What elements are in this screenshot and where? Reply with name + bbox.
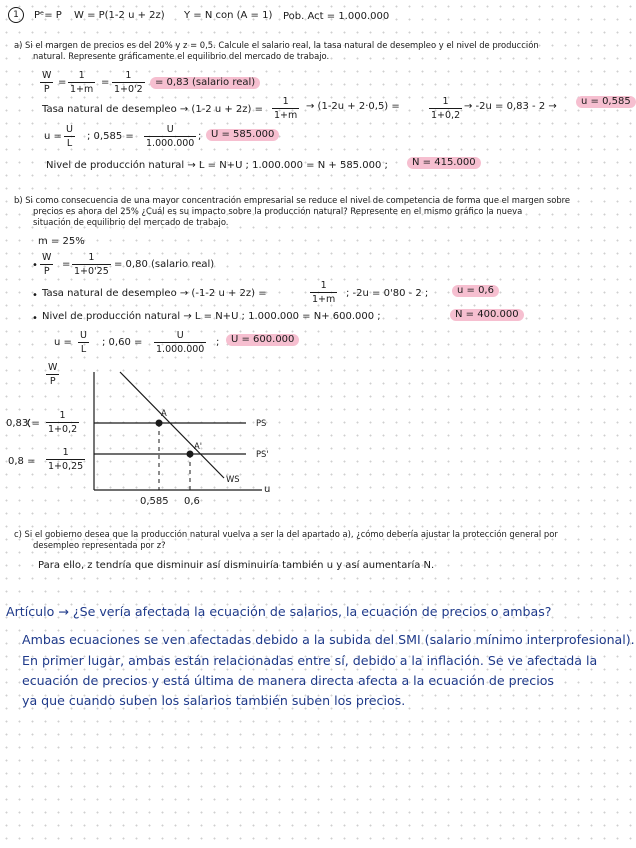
numerator: 1 [59,410,66,421]
separator: ; [198,131,202,142]
numerator: 1 [125,70,132,81]
denominator: P [49,376,56,387]
bullet: • [32,260,38,271]
denominator: 1+0'2 [114,84,143,95]
header-eq-production: Y = N con (A = 1) [184,10,273,21]
denominator: 1.000.000 [156,344,205,355]
numerator: 1 [88,252,95,263]
header-eq-wages: W = P(1-2 u + 2z) [74,10,165,21]
x-axis-label: u [264,484,271,495]
part-a-prompt-line2: natural. Represente gráficamente el equilibrio del mercado de trabajo. [33,51,330,61]
article-question-heading: Artículo → ¿Se vería afectada la ecuación de salarios, la ecuación de precios o ambas? [6,604,552,619]
denominator: 1.000.000 [146,138,195,149]
header-eq-population: Pob. Act = 1.000.000 [283,11,390,22]
separator: ; [216,337,220,348]
equilibrium-point-a [156,420,163,427]
employed-count-highlight: N = 400.000 [450,309,524,321]
article-answer-line3: ecuación de precios y está última de manera directa afecta a la ecuación de precios [22,673,554,688]
numerator: U [80,330,87,341]
part-c-prompt-line2: desempleo representada por z? [33,540,166,550]
numerator: W [42,70,52,81]
y-tick-label-0-83: 0,83 = [6,418,40,429]
equals-sign: = [101,77,110,88]
x-tick-label-0-585: 0,585 [140,496,169,507]
article-answer-line2: En primer lugar, ambas están relacionadas entre sí, debido a la inflación. Se ve afectada la [22,653,598,668]
numerator: U [66,124,73,135]
numerator: W [42,252,52,263]
y-tick-fraction-0-83 [46,410,79,435]
denominator: 1+0,25 [48,461,84,472]
denominator: 1+0'25 [74,266,109,277]
equilibrium-point-a-prime [187,451,194,458]
real-wage-result: = 0,80 (salario real) [114,259,215,270]
denominator: 1+m [274,110,298,121]
denominator: P [43,266,50,277]
part-b-prompt-line1: b) Si como consecuencia de una mayor concentración empresarial se reduce el nivel de competencia de forma que el margen sobre [14,195,571,205]
natural-output-equation: Nivel de producción natural → L = N+U ; 1.000.000 = N+ 600.000 ; [42,311,381,322]
numerator: 1 [442,96,449,107]
ps-prime-curve-label: PS' [256,449,269,459]
ws-curve-label: WS [226,474,240,484]
natural-rate-step: → -2u = 0,83 - 2 → [464,101,557,112]
real-wage-result-highlight: = 0,83 (salario real) [150,77,260,89]
denominator: 1+m [70,84,94,95]
denominator: L [66,138,73,149]
natural-output-equation: Nivel de producción natural → L = N+U ; 1.000.000 = N + 585.000 ; [46,160,388,171]
denominator: 1+m [312,294,336,305]
numerator: 1 [282,96,289,107]
header-eq-expectations: Pᵉ= P [34,10,62,21]
numerator: 1 [78,70,85,81]
equals-sign: = [62,259,71,270]
y-tick-label-0-8: 0,8 = [8,456,36,467]
part-c-prompt-line1: c) Si el gobierno desea que la producción natural vuelva a ser la del apartado a), ¿cómo debería ajustar la protección general por [14,529,558,539]
part-b-prompt-line2: precios es ahora del 25% ¿Cuál es su impacto sobre la producción natural? Represente en el mismo gráfico la nueva [33,206,523,216]
unemployed-count-highlight: U = 600.000 [226,334,299,346]
point-a-prime-label: A' [194,441,203,451]
part-b-prompt-line3: situación de equilibrio del mercado de trabajo. [33,217,229,227]
exercise-number: 1 [8,7,24,23]
denominator: 1+0,2 [431,110,461,121]
denominator: L [80,344,87,355]
point-a-label: A [161,408,167,418]
ws-line [120,372,224,478]
numerator: 1 [62,447,69,458]
article-answer-line4: ya que cuando suben los salarios también suben los precios. [22,693,406,708]
ps-curve-label: PS [256,418,267,428]
unemployed-count-highlight: U = 585.000 [206,129,279,141]
numerator: W [48,362,58,373]
equals-sign: = [58,77,67,88]
part-c-answer: Para ello, z tendría que disminuir así disminuiría también u y así aumentaría N. [38,560,435,571]
x-tick-label-0-6: 0,6 [184,496,200,507]
y-tick-fraction-0-8 [46,447,85,472]
numerator: 1 [320,280,327,291]
bullet: • [32,313,38,324]
denominator: 1+0,2 [48,424,78,435]
article-answer-line1: Ambas ecuaciones se ven afectadas debido a la subida del SMI (salario mínimo interprofesional). [22,632,635,647]
markup-value: m = 25% [38,236,85,247]
u-value-equation: ; 0,60 = [102,337,143,348]
denominator: P [43,84,50,95]
u-definition-label: u = [54,337,72,348]
unemployment-rate-highlight: u = 0,585 [576,96,636,108]
part-a-prompt-line1: a) Si el margen de precios es del 20% y z = 0,5. Calcule el salario real, la tasa natural de desempleo y el nivel de producción [14,40,539,50]
bullet: • [32,290,38,301]
natural-rate-step: ; -2u = 0'80 - 2 ; [346,288,429,299]
u-definition-label: u = [44,131,62,142]
unemployment-rate-highlight: u = 0,6 [452,285,499,297]
employed-count-highlight: N = 415.000 [407,157,481,169]
natural-rate-label: Tasa natural de desempleo → (1-2 u + 2z) = [42,104,263,115]
numerator: U [176,330,184,341]
natural-rate-substitution: → (1-2u + 2·0,5) = [306,101,400,112]
natural-rate-label: Tasa natural de desempleo → (-1-2 u + 2z) = [42,288,267,299]
numerator: U [166,124,174,135]
u-value-equation: ; 0,585 = [87,131,134,142]
